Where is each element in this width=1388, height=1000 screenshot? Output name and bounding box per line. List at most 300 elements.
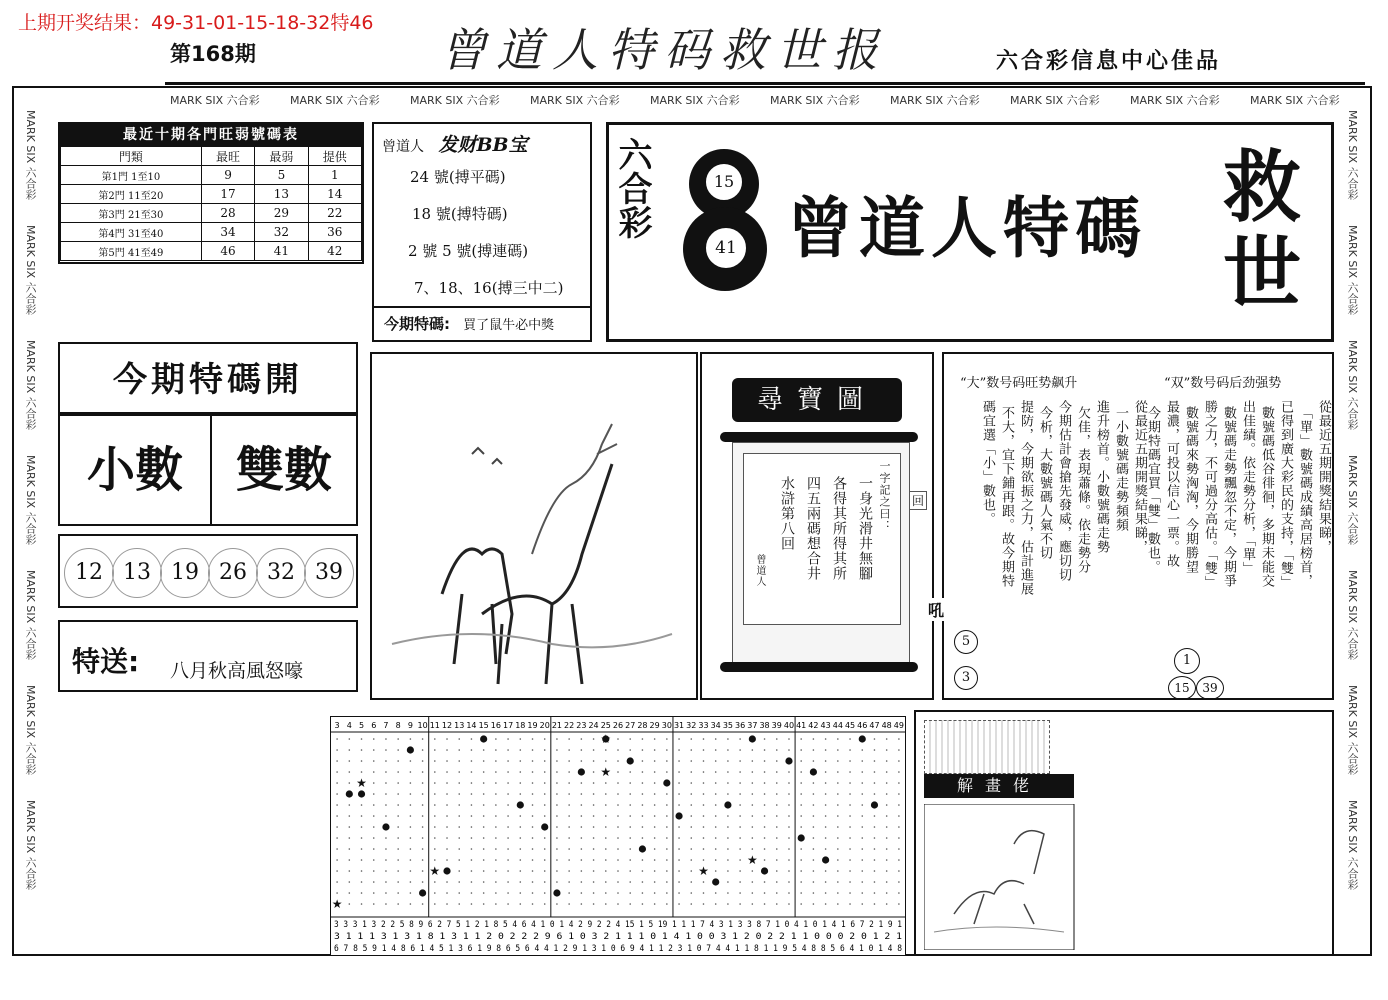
grid-dot [788,771,790,773]
grid-dot [532,749,534,751]
grid-dot [532,782,534,784]
grid-dot [397,760,399,762]
grid-dot [898,859,900,861]
table-header: 提供 [308,147,361,166]
grid-dot [776,870,778,872]
grid-dot [788,738,790,740]
grid-dot [666,749,668,751]
grid-mark [382,823,389,830]
grid-dot [874,782,876,784]
grid-dot [861,760,863,762]
grid-dot [861,848,863,850]
grid-dot [373,738,375,740]
grid-dot [519,903,521,905]
grid-header-number: 46 [857,721,868,730]
grid-dot [336,826,338,828]
grid-dot [446,804,448,806]
table-row [61,223,362,242]
grid-dot [813,848,815,850]
grid-dot [544,848,546,850]
grid-header-number: 11 [429,721,440,730]
grid-dot [593,804,595,806]
grid-dot [898,793,900,795]
grid-dot [666,826,668,828]
grid-dot [336,892,338,894]
grid-dot [654,848,656,850]
tips-box [372,122,592,342]
grid-dot [825,881,827,883]
grid-dot [495,804,497,806]
grid-dot [410,771,412,773]
grid-dot [446,881,448,883]
side-glyph: 吼 [928,598,944,621]
grid-dot [715,760,717,762]
grid-dot [581,826,583,828]
grid-dot [336,749,338,751]
grid-dot [886,892,888,894]
grid-dot [837,892,839,894]
grid-dot [874,837,876,839]
grid-star: ★ [600,765,612,779]
grid-dot [483,793,485,795]
grid-dot [825,804,827,806]
grid-dot [642,903,644,905]
grid-dot [886,815,888,817]
grid-mark [358,790,365,797]
grid-dot [715,837,717,839]
grid-dot [837,826,839,828]
grid-header-number: 36 [735,721,746,730]
grid-dot [446,903,448,905]
grid-dot [898,815,900,817]
circled-number: 15 [1168,676,1196,700]
grid-dot [568,760,570,762]
grid-header-number: 38 [759,721,770,730]
grid-dot [532,826,534,828]
grid-dot [861,771,863,773]
special-text: 買了鼠牛必中獎 [463,318,555,333]
analysis-text-column: 數號碼低谷徘徊，多期未能交 [1259,406,1274,588]
grid-header-number: 18 [515,721,526,730]
grid-dot [813,815,815,817]
cell-value: 1 [308,166,361,185]
grid-dot [532,804,534,806]
grid-mark [627,757,634,764]
grid-dot [581,738,583,740]
grid-dot [434,859,436,861]
grid-dot [544,782,546,784]
grid-dot [752,815,754,817]
special-row [374,306,590,340]
table-header: 最旺 [201,147,254,166]
grid-header-number: 17 [502,721,514,730]
grid-dot [727,837,729,839]
grid-dot [422,749,424,751]
grid-header-number: 12 [441,721,453,730]
grid-mark [724,801,731,808]
cell-value: 28 [201,204,254,223]
grid-dot [837,837,839,839]
grid-dot [336,782,338,784]
grid-dot [776,738,778,740]
treasure-box [700,352,934,700]
grid-dot [898,749,900,751]
watermark: MARK SIX 六合彩 [770,94,860,107]
grid-dot [642,870,644,872]
watermark: MARK SIX 六合彩 [1346,455,1359,545]
grid-dot [764,782,766,784]
grid-dot [849,903,851,905]
grid-dot [581,760,583,762]
table-title: 最近十期各門旺弱號碼表 [60,124,362,146]
grid-dot [861,837,863,839]
grid-dot [495,881,497,883]
grid-dot [495,837,497,839]
grid-dot [483,749,485,751]
tip-line: 18 號(搏特碼) [412,205,508,223]
grid-star: ★ [331,897,343,911]
grid-dot [507,859,509,861]
grid-mark [639,845,646,852]
grid-dot [727,749,729,751]
grid-dot [410,859,412,861]
grid-dot [703,826,705,828]
grid-dot [727,870,729,872]
grid-header-number: 40 [783,721,795,730]
grid-dot [471,881,473,883]
special-heading: 今期特碼開 [113,360,303,400]
grid-dot [556,782,558,784]
grid-mark [443,867,450,874]
grid-dot [813,793,815,795]
send-label: 特送: [72,645,140,678]
grid-dot [495,848,497,850]
grid-header-number: 9 [407,721,413,730]
grid-dot [605,782,607,784]
grid-dot [446,760,448,762]
grid-dot [886,782,888,784]
table-row [61,242,362,261]
grid-dot [397,804,399,806]
grid-dot [825,760,827,762]
grid-dot [715,793,717,795]
grid-dot [422,903,424,905]
grid-dot [715,782,717,784]
cartoon-illustration [924,804,1324,950]
grid-dot [678,870,680,872]
grid-dot [507,749,509,751]
grid-dot [800,804,802,806]
grid-dot [410,837,412,839]
grid-dot [629,859,631,861]
grid-dot [605,815,607,817]
pick-number: 12 [64,548,114,598]
grid-dot [752,771,754,773]
grid-dot [349,804,351,806]
analysis-text-column: 今期特碼宜買「雙」數也。 [1145,406,1160,574]
grid-dot [568,804,570,806]
banner-title: 曾道人特碼 [787,189,1147,267]
grid-dot [654,804,656,806]
grid-dot [471,837,473,839]
grid-dot [776,826,778,828]
grid-dot [764,892,766,894]
last-result-text: 上期开奖结果：49-31-01-15-18-32特46 [18,12,374,34]
cell-value: 22 [308,204,361,223]
grid-dot [825,837,827,839]
grid-dot [434,782,436,784]
grid-dot [471,870,473,872]
grid-dot [556,738,558,740]
grid-dot [581,815,583,817]
grid-dot [446,892,448,894]
grid-dot [495,859,497,861]
grid-dot [642,892,644,894]
grid-dot [861,826,863,828]
grid-dot [703,837,705,839]
grid-dot [495,892,497,894]
grid-dot [446,738,448,740]
grid-dot [654,793,656,795]
grid-dot [397,749,399,751]
grid-dot [373,903,375,905]
grid-dot [422,826,424,828]
grid-dot [825,782,827,784]
grid-dot [715,903,717,905]
grid-dot [788,859,790,861]
special-heading-box [58,342,358,414]
watermark: MARK SIX 六合彩 [890,94,980,107]
table-row [61,185,362,204]
grid-dot [764,848,766,850]
grid-dot [471,826,473,828]
grid-dot [642,826,644,828]
grid-dot [849,771,851,773]
grid-dot [666,793,668,795]
grid-dot [739,771,741,773]
grid-dot [764,771,766,773]
grid-dot [507,738,509,740]
cell-value: 29 [255,204,308,223]
grid-dot [422,837,424,839]
grid-dot [837,859,839,861]
grid-dot [349,903,351,905]
grid-dot [678,738,680,740]
grid-dot [666,892,668,894]
grid-dot [385,760,387,762]
grid-dot [568,738,570,740]
grid-dot [336,859,338,861]
grid-dot [874,848,876,850]
grid-dot [544,870,546,872]
grid-dot [703,760,705,762]
grid-dot [898,826,900,828]
grid-dot [654,903,656,905]
grid-dot [617,903,619,905]
grid-dot [446,815,448,817]
grid-star: ★ [356,776,367,790]
grid-dot [410,826,412,828]
grid-dot [788,892,790,894]
grid-dot [593,815,595,817]
pick-number: 39 [304,548,354,598]
grid-dot [544,837,546,839]
grid-dot [690,848,692,850]
grid-dot [825,749,827,751]
grid-dot [739,837,741,839]
grid-dot [593,738,595,740]
grid-stat-row: 3 3 3 1 3 2 2 5 8 9 6 2 7 5 1 2 1 8 5 4 6 4 1 0 1 4 2 9 2 2 4 15 1 5 19 1 1 1 7 4 3 1 3 3 8 7 1 0 4 1 0 1 4 1 6 7 2 1 9 1 [334,920,902,930]
cell-value: 9 [201,166,254,185]
grid-dot [617,826,619,828]
grid-dot [861,804,863,806]
grid-dot [434,793,436,795]
grid-header-number: 28 [637,721,648,730]
grid-dot [752,870,754,872]
grid-dot [422,771,424,773]
grid-dot [654,749,656,751]
grid-dot [385,782,387,784]
grid-dot [629,892,631,894]
grid-dot [629,848,631,850]
circled-number: 3 [954,666,978,690]
grid-dot [739,826,741,828]
grid-dot [886,804,888,806]
grid-dot [764,804,766,806]
grid-dot [483,804,485,806]
grid-dot [629,793,631,795]
grid-dot [800,815,802,817]
grid-dot [617,793,619,795]
grid-dot [507,760,509,762]
grid-dot [861,749,863,751]
cell-value: 17 [201,185,254,204]
grid-dot [397,859,399,861]
grid-dot [581,782,583,784]
grid-dot [678,848,680,850]
grid-dot [642,749,644,751]
grid-dot [800,826,802,828]
grid-dot [825,793,827,795]
grid-dot [642,881,644,883]
grid-dot [507,804,509,806]
grid-dot [703,749,705,751]
grid-dot [813,749,815,751]
grid-dot [739,848,741,850]
grid-dot [678,782,680,784]
grid-dot [361,837,363,839]
small-number-box [58,414,212,526]
scroll-rod-bottom [720,662,918,672]
deer-illustration-box [370,352,698,700]
pick-number: 19 [160,548,210,598]
grid-dot [385,848,387,850]
grid-dot [361,826,363,828]
grid-dot [886,826,888,828]
grid-dot [654,837,656,839]
grid-dot [519,881,521,883]
grid-header-number: 14 [466,721,477,730]
grid-dot [605,848,607,850]
grid-dot [690,771,692,773]
grid-dot [886,760,888,762]
grid-dot [849,749,851,751]
grid-dot [752,881,754,883]
grid-dot [495,815,497,817]
grid-dot [361,903,363,905]
grid-dot [434,837,436,839]
grid-dot [336,848,338,850]
grid-dot [752,804,754,806]
grid-dot [678,859,680,861]
grid-mark [675,812,682,819]
grid-dot [581,848,583,850]
grid-dot [385,870,387,872]
grid-dot [764,826,766,828]
grid-mark [749,735,756,742]
grid-dot [800,760,802,762]
grid-header-number: 29 [649,721,660,730]
grid-dot [349,881,351,883]
grid-dot [898,892,900,894]
grid-dot [336,804,338,806]
grid-header-number: 31 [673,721,685,730]
grid-header-number: 33 [698,721,709,730]
grid-dot [532,892,534,894]
grid-dot [410,870,412,872]
grid-dot [434,826,436,828]
grid-dot [874,903,876,905]
grid-dot [410,848,412,850]
grid-dot [642,837,644,839]
grid-mark [407,746,414,753]
grid-dot [642,804,644,806]
grid-dot [703,903,705,905]
grid-dot [739,815,741,817]
grid-dot [495,826,497,828]
grid-dot [458,826,460,828]
grid-dot [581,749,583,751]
grid-dot [837,749,839,751]
grid-dot [385,892,387,894]
grid-dot [385,793,387,795]
grid-dot [581,859,583,861]
grid-dot [715,738,717,740]
grid-dot [629,870,631,872]
grid-dot [410,782,412,784]
grid-dot [422,738,424,740]
grid-dot [886,738,888,740]
grid-dot [678,837,680,839]
grid-dot [581,870,583,872]
grid-dot [458,859,460,861]
grid-dot [361,738,363,740]
grid-dot [861,870,863,872]
grid-dot [727,815,729,817]
grid-dot [544,859,546,861]
grid-header-number: 13 [454,721,465,730]
grid-dot [715,804,717,806]
grid-dot [642,760,644,762]
grid-dot [593,903,595,905]
grid-mark [871,801,878,808]
row-label: 第4門 31至40 [61,223,202,242]
grid-dot [752,826,754,828]
grid-dot [703,815,705,817]
grid-dot [458,804,460,806]
grid-dot [776,892,778,894]
row-label: 第1門 1至10 [61,166,202,185]
